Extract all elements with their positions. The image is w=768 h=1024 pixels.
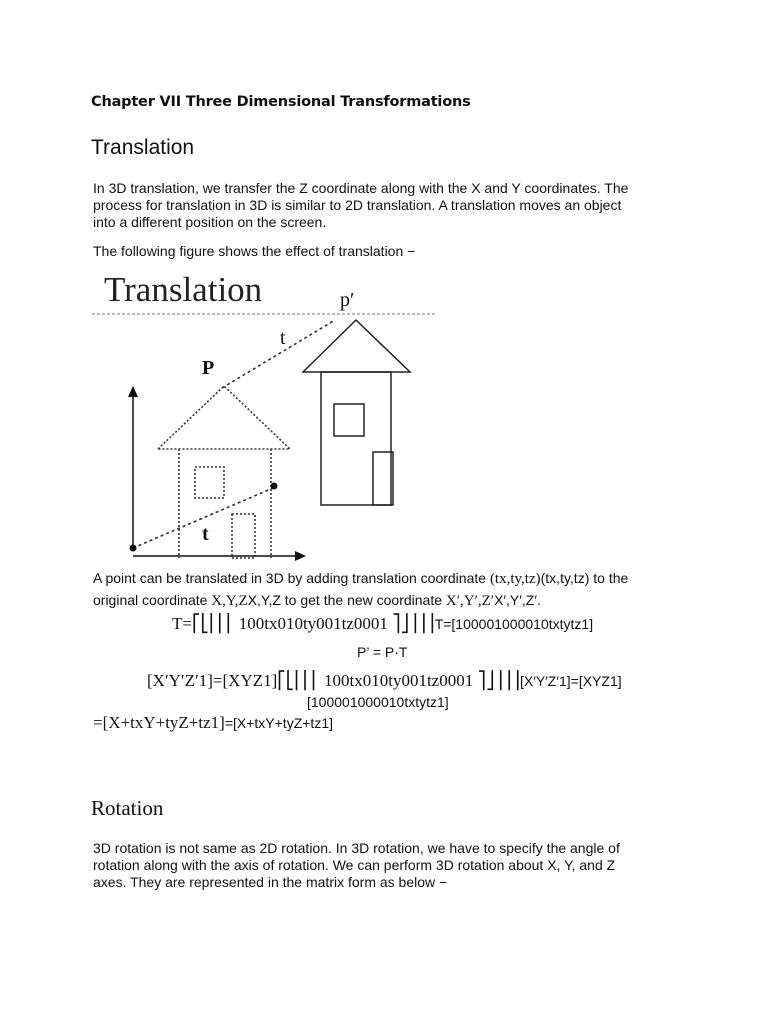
- intro-line: into a different position on the screen.: [93, 214, 327, 230]
- result-text: =[X+txY+tyZ+tz1]: [224, 715, 333, 731]
- product-text-line-2: [100001000010txtytz1]: [307, 694, 449, 710]
- math-new-coordinate: X′,Y′,Z′: [445, 593, 495, 609]
- translated-house: [303, 320, 410, 505]
- translation-matrix-math: T=⎡⎣⎢⎢⎢ 100tx010ty001tz0001 ⎤⎦⎥⎥⎥: [172, 614, 435, 633]
- point-translation-line-1: A point can be translated in 3D by adding translation coordinate (tx,ty,tz)(tx,ty,tz) to the: [93, 570, 629, 587]
- product-text: [X′Y′Z′1]=[XYZ1]: [519, 673, 622, 689]
- figure-title: Translation: [104, 270, 263, 309]
- translation-vectors: [130, 320, 336, 552]
- product-equation: [147, 671, 622, 691]
- translation-matrix-text: T=[100001000010txtytz1]: [434, 616, 594, 632]
- section-heading-rotation: Rotation: [91, 796, 164, 820]
- rotation-line: 3D rotation is not same as 2D rotation. In 3D rotation, we have to specify the angle of: [93, 840, 620, 856]
- label-t-bottom: t: [202, 523, 209, 545]
- original-house: [158, 386, 290, 558]
- chapter-title: Chapter VII Three Dimensional Transformations: [91, 94, 471, 110]
- origin-point: [130, 545, 137, 552]
- translated-point: [271, 483, 278, 490]
- translation-matrix-equation: [172, 614, 593, 634]
- product-math-right: ⎡⎣⎢⎢⎢ 100tx010ty001tz0001 ⎤⎦⎥⎥⎥: [277, 671, 520, 690]
- translation-intro: [93, 180, 628, 231]
- math-original-coordinate: X,Y,Z: [211, 593, 248, 609]
- math-translation-vector: (tx,ty,tz): [489, 571, 541, 587]
- label-p: P: [202, 357, 215, 379]
- point-translation-line-2: original coordinate X,Y,ZX,Y,Z to get the new coordinate X′,Y′,Z′X′,Y′,Z′.: [93, 592, 541, 609]
- p-prime-equation: P’ = P·T: [357, 644, 408, 660]
- label-p-prime: p′: [340, 289, 355, 311]
- intro-line: process for translation in 3D is similar to 2D translation. A translation moves an object: [93, 197, 622, 213]
- intro-line: In 3D translation, we transfer the Z coordinate along with the X and Y coordinates. The: [93, 180, 629, 196]
- label-t-top: t: [280, 327, 286, 349]
- result-math: =[X+txY+tyZ+tz1]: [93, 713, 225, 732]
- rotation-line: rotation along with the axis of rotation. We can perform 3D rotation about X, Y, and Z: [93, 857, 616, 873]
- figure-caption: The following figure shows the effect of translation −: [93, 243, 416, 259]
- axes: [128, 386, 306, 561]
- translation-figure: [92, 268, 440, 563]
- product-math-left: [X′Y′Z′1]=[XYZ1]: [147, 671, 278, 690]
- rotation-intro: [93, 840, 620, 891]
- result-equation: [93, 713, 333, 733]
- rotation-line: axes. They are represented in the matrix form as below −: [93, 874, 448, 890]
- section-heading-translation: Translation: [91, 136, 195, 159]
